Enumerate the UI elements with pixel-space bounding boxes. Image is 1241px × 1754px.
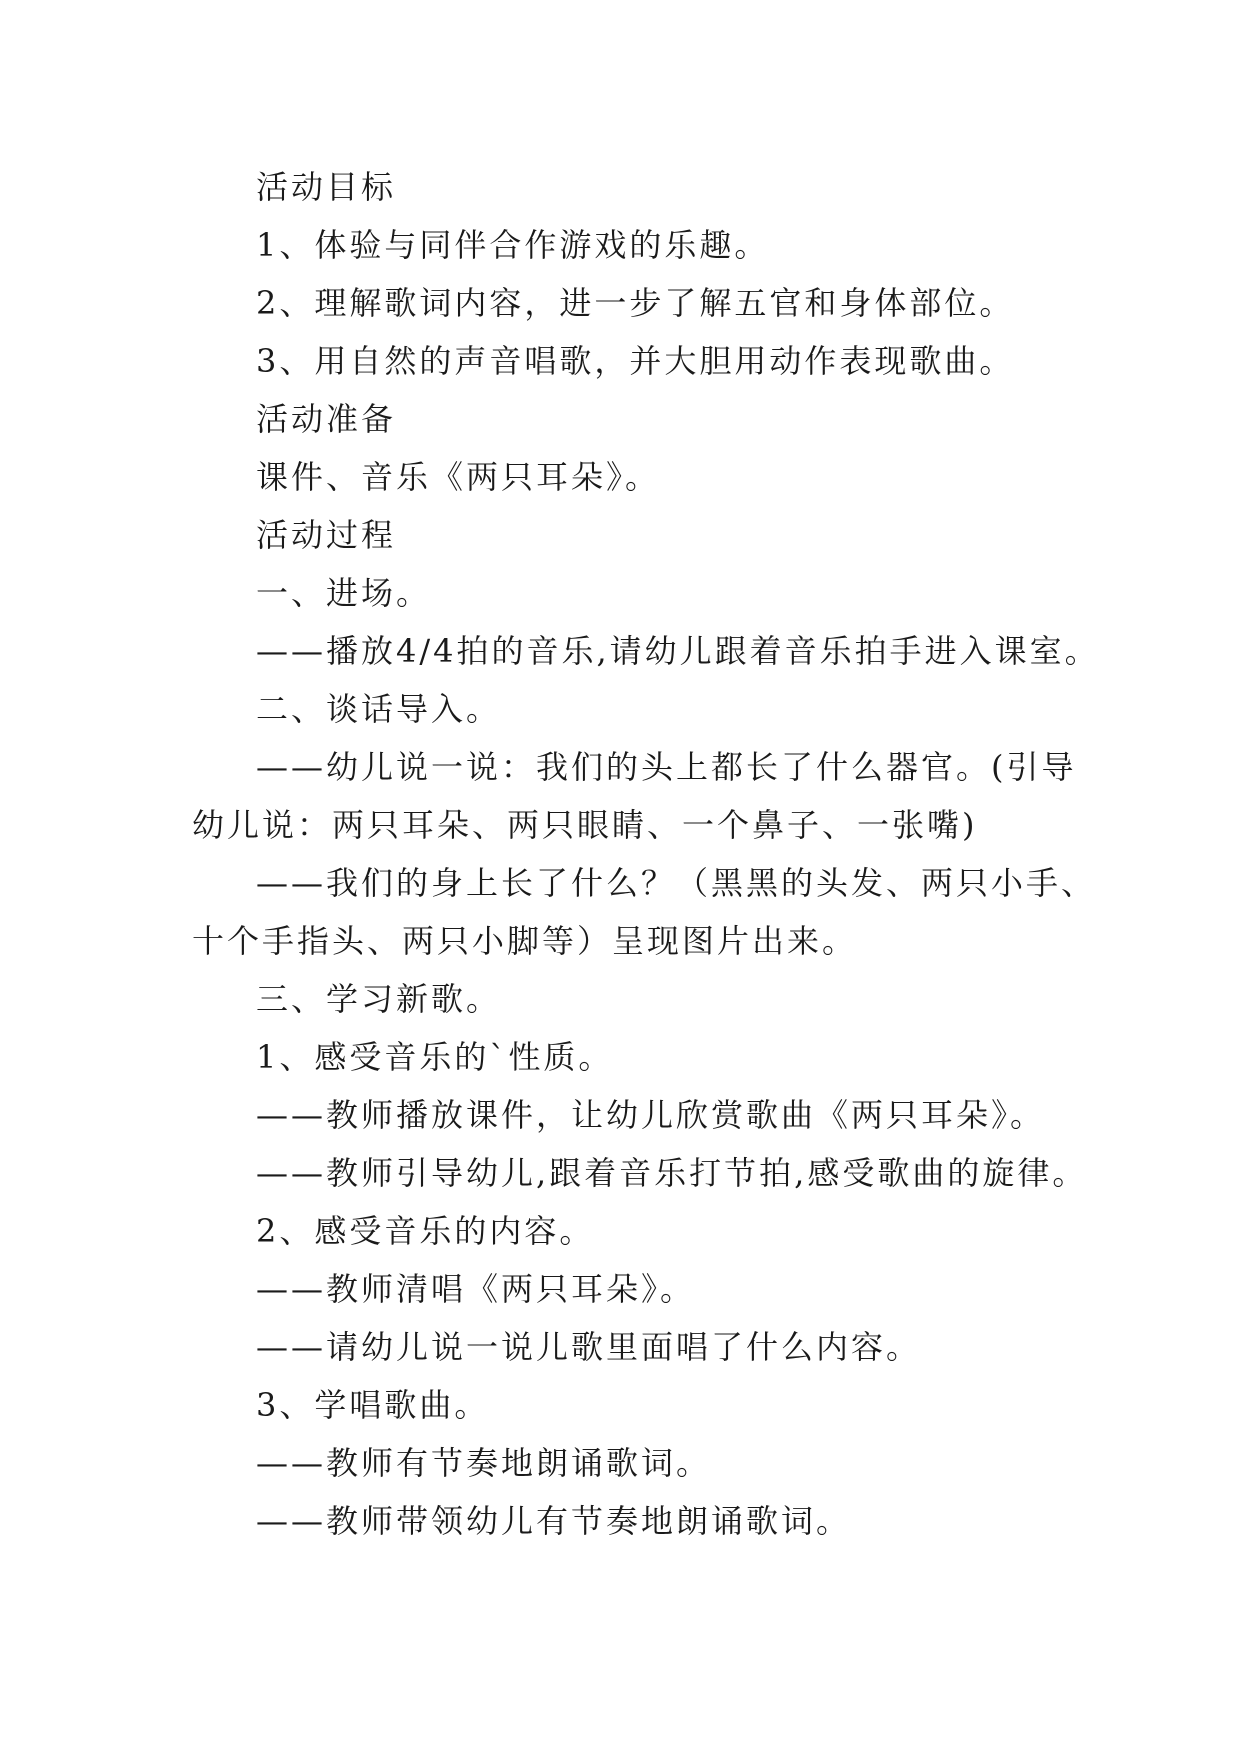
paragraph-line: 二、谈话导入。	[256, 690, 502, 728]
paragraph-line: ——教师带领幼儿有节奏地朗诵歌词。	[256, 1502, 852, 1540]
section-heading-process: 活动过程	[256, 516, 397, 554]
paragraph-line: 3、学唱歌曲。	[256, 1386, 490, 1424]
paragraph-line: ——幼儿说一说：我们的头上都长了什么器官。(引导	[256, 748, 1077, 786]
paragraph-line: 三、学习新歌。	[256, 980, 502, 1018]
paragraph-line: ——我们的身上长了什么？（黑黑的头发、两只小手、	[256, 864, 1097, 902]
paragraph-line: ——教师有节奏地朗诵歌词。	[256, 1444, 712, 1482]
paragraph-line: 课件、音乐《两只耳朵》。	[256, 458, 661, 496]
section-heading-goals: 活动目标	[256, 168, 397, 206]
paragraph-line: 2、感受音乐的内容。	[256, 1212, 595, 1250]
paragraph-line-continued: 十个手指头、两只小脚等）呈现图片出来。	[192, 922, 858, 960]
paragraph-line: 1、体验与同伴合作游戏的乐趣。	[256, 226, 770, 264]
document-body	[192, 158, 1100, 1550]
paragraph-line: 2、理解歌词内容，进一步了解五官和身体部位。	[256, 284, 1015, 322]
paragraph-line: ——播放4/4拍的音乐,请幼儿跟着音乐拍手进入课室。	[256, 632, 1100, 670]
paragraph-line-continued: 幼儿说：两只耳朵、两只眼睛、一个鼻子、一张嘴)	[192, 806, 978, 844]
paragraph-line: 一、进场。	[256, 574, 432, 612]
paragraph-line: ——教师引导幼儿,跟着音乐打节拍,感受歌曲的旋律。	[256, 1154, 1088, 1192]
section-heading-preparation: 活动准备	[256, 400, 397, 438]
paragraph-line: 1、感受音乐的`性质。	[256, 1038, 614, 1076]
paragraph-line: ——教师清唱《两只耳朵》。	[256, 1270, 696, 1308]
paragraph-line: ——教师播放课件，让幼儿欣赏歌曲《两只耳朵》。	[256, 1096, 1046, 1134]
paragraph-line: 3、用自然的声音唱歌，并大胆用动作表现歌曲。	[256, 342, 1015, 380]
paragraph-line: ——请幼儿说一说儿歌里面唱了什么内容。	[256, 1328, 922, 1366]
